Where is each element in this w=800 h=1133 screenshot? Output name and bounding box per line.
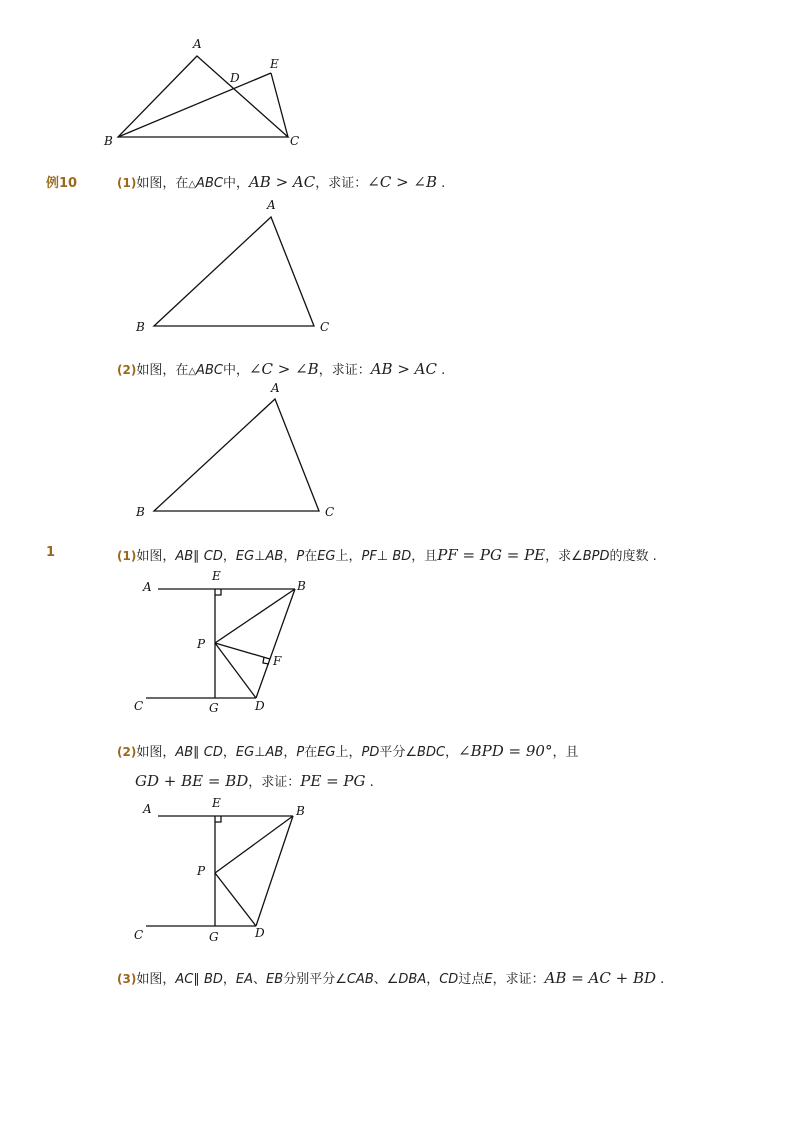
label-g: G (209, 930, 219, 944)
segment-be (118, 73, 271, 137)
math-condition: PF = PG = PE (437, 546, 546, 564)
label-b: B (104, 134, 113, 148)
problem-1-part-2-text-line-2: GD + BE = BD，求证：PE = PG . (135, 772, 374, 790)
triangle-symbol: △ (188, 179, 197, 190)
label-a: A (143, 802, 152, 816)
label-c: C (134, 928, 144, 942)
problem-1-label: 1 (46, 545, 56, 560)
label-p: P (197, 864, 206, 878)
label-d: D (230, 71, 240, 85)
math-conclusion: AB > AC (370, 360, 437, 378)
segment-bd (256, 589, 295, 698)
right-angle-mark-e (215, 589, 221, 595)
part-number: (1) (117, 176, 137, 190)
label-c: C (325, 505, 335, 519)
label-e: E (212, 796, 221, 810)
segment-pf (215, 643, 270, 659)
label-f: F (273, 654, 282, 668)
math-condition: AB > AC (248, 173, 316, 191)
figure-problem-1-part-2 (130, 795, 320, 947)
triangle-symbol: △ (188, 366, 197, 377)
label-e: E (270, 57, 279, 71)
problem-1-part-2-text-line-1: (2)如图，AB∥ CD，EG⊥AB，P在EG上，PD平分∠BDC，∠BPD = 90°，且 (117, 742, 579, 760)
label-b: B (136, 320, 145, 334)
math-angle-condition: ∠BPD = 90° (458, 742, 553, 760)
figure-example-10-part-1 (130, 195, 340, 340)
label-c: C (290, 134, 300, 148)
segment-pd (215, 873, 256, 926)
example-10-part-1-text: (1)如图，在△ABC中，AB > AC，求证：∠C > ∠B . (117, 173, 446, 191)
triangle-abc (154, 399, 319, 511)
label-e: E (212, 569, 221, 583)
figure-problem-1-part-1 (130, 568, 320, 718)
label-a: A (193, 37, 202, 51)
triangle-abc (118, 56, 288, 137)
segment-ec (271, 73, 288, 137)
label-c: C (320, 320, 330, 334)
math-conclusion: ∠C > ∠B (367, 173, 437, 191)
segment-pd (215, 643, 256, 698)
math-conclusion: PE = PG (300, 772, 366, 790)
math-length-condition: GD + BE = BD (135, 772, 249, 790)
label-c: C (134, 699, 144, 713)
label-g: G (209, 701, 219, 715)
problem-1-part-3-text: (3)如图，AC∥ BD，EA、EB分别平分∠CAB、∠DBA，CD过点E，求证：AB = AC + BD . (117, 969, 665, 987)
label-a: A (143, 580, 152, 594)
triangle-abc (154, 217, 314, 326)
right-angle-mark-e (215, 816, 221, 822)
part-number: (1) (117, 549, 137, 563)
example-10-part-2-text: (2)如图，在△ABC中，∠C > ∠B，求证：AB > AC . (117, 360, 446, 378)
figure-triangle-bd-ce (90, 30, 330, 160)
example-10-label: 例10 (46, 176, 78, 191)
math-conclusion: AB = AC + BD (544, 969, 657, 987)
label-d: D (255, 926, 265, 940)
label-a: A (271, 381, 280, 395)
part-number: (2) (117, 363, 137, 377)
segment-bd (256, 816, 293, 926)
part-number: (3) (117, 972, 137, 986)
math-condition: ∠C > ∠B (248, 360, 319, 378)
label-b: B (296, 804, 305, 818)
segment-pb (215, 589, 295, 643)
problem-1-part-1-text: (1)如图，AB∥ CD，EG⊥AB，P在EG上，PF⊥ BD，且PF = PG = PE，求∠BPD的度数 . (117, 546, 657, 564)
part-number: (2) (117, 745, 137, 759)
label-b: B (136, 505, 145, 519)
label-a: A (267, 198, 276, 212)
label-p: P (197, 637, 206, 651)
label-b: B (297, 579, 306, 593)
label-d: D (255, 699, 265, 713)
segment-pb (215, 816, 293, 873)
figure-example-10-part-2 (130, 380, 350, 525)
